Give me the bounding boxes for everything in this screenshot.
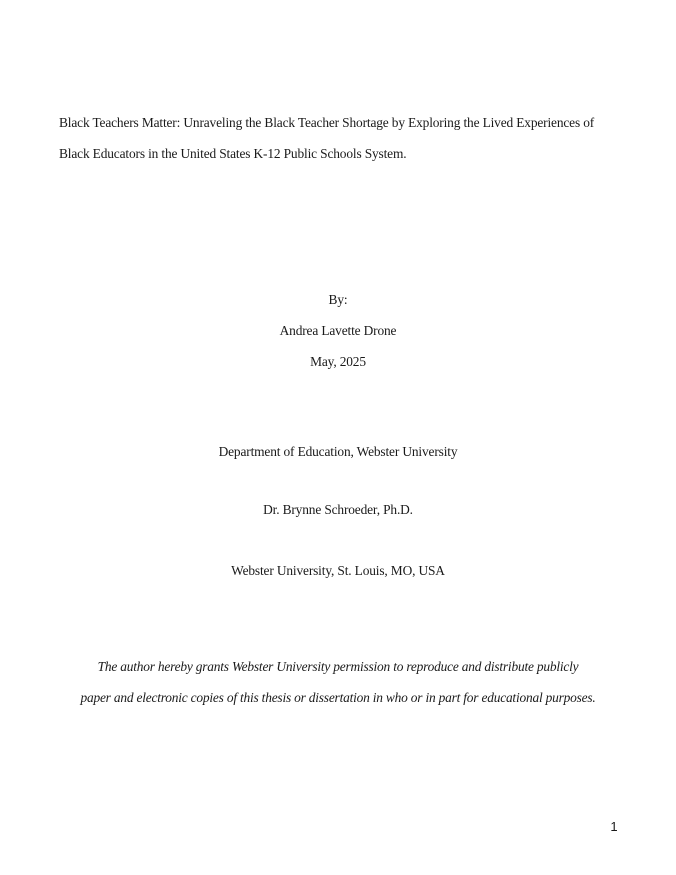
title-line-1: Black Teachers Matter: Unraveling the Black Teacher Shortage by Exploring the Lived Experiences of	[59, 115, 595, 130]
institution: Webster University, St. Louis, MO, USA	[231, 563, 445, 578]
author-name: Andrea Lavette Drone	[279, 323, 397, 338]
permission-line-2: paper and electronic copies of this thesis or dissertation in who or in part for educational purposes.	[80, 690, 596, 705]
permission-line-1: The author hereby grants Webster University permission to reproduce and distribute publicly	[97, 659, 579, 674]
title-line-2: Black Educators in the United States K-12 Public Schools System.	[59, 146, 407, 161]
page-number: 1	[610, 819, 618, 834]
advisor: Dr. Brynne Schroeder, Ph.D.	[263, 502, 413, 517]
submission-date: May, 2025	[310, 354, 366, 369]
department: Department of Education, Webster University	[218, 444, 458, 459]
by-label: By:	[328, 292, 348, 307]
permission-statement	[0, 651, 676, 713]
document-title	[59, 107, 629, 169]
